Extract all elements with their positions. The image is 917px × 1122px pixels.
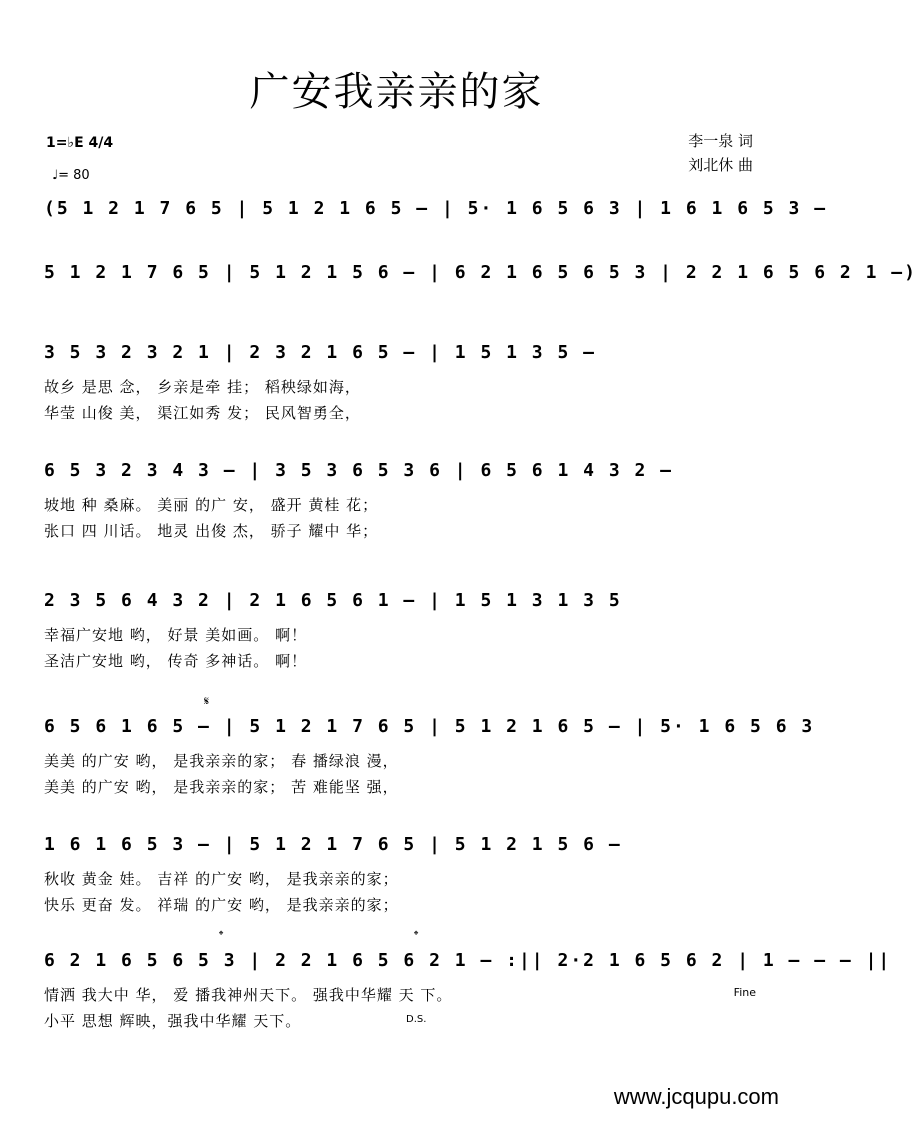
lyric-verse-2: 张口 四 川话。 地灵 出俊 杰， 骄子 耀中 华； xyxy=(44,522,379,540)
lyric-verse-2: 小平 思想 辉映，强我中华耀 天下。 xyxy=(44,1012,302,1030)
segno-icon: 𝄋 xyxy=(204,694,210,708)
lyricist-credit: 李一泉 词 xyxy=(688,132,753,150)
lyric-verse-1: 秋收 黄金 娃。 吉祥 的广安 哟， 是我亲亲的家； xyxy=(44,870,399,888)
notes-row: 6 5 3 2 3 4 3 – | 3 5 3 6 5 3 6 | 6 5 6 1 4 3 2 – xyxy=(44,460,674,481)
lyric-verse-1: 故乡 是思 念， 乡亲是牵 挂； 稻秧绿如海， xyxy=(44,378,361,396)
coda-icon: 𝄌 xyxy=(414,928,419,942)
notes-row: 5 1 2 1 7 6 5 | 5 1 2 1 5 6 – | 6 2 1 6 5 6 5 3 | 2 2 1 6 5 6 2 1 –) xyxy=(44,262,917,283)
coda-icon: 𝄌 xyxy=(219,928,224,942)
fine-marking: Fine xyxy=(733,986,756,999)
lyric-verse-2: 圣洁广安地 哟， 传奇 多神话。 啊！ xyxy=(44,652,308,670)
lyric-verse-1: 幸福广安地 哟， 好景 美如画。 啊！ xyxy=(44,626,308,644)
notes-row: 6 2 1 6 5 6 5 3 | 2 2 1 6 5 6 2 1 – :|| 2·2 1 6 5 6 2 | 1 – – – || xyxy=(44,950,892,971)
lyric-verse-2: 快乐 更奋 发。 祥瑞 的广安 哟， 是我亲亲的家； xyxy=(44,896,399,914)
song-title: 广安我亲亲的家 xyxy=(249,69,544,115)
key-signature: 1=♭E 4/4 xyxy=(46,135,114,151)
lyric-verse-2: 华莹 山俊 美， 渠江如秀 发； 民风智勇全， xyxy=(44,404,361,422)
lyric-verse-1: 情洒 我大中 华， 爱 播我神州天下。 强我中华耀 天 下。 xyxy=(44,986,453,1004)
ds-marking: D.S. xyxy=(406,1014,427,1025)
composer-credit: 刘北休 曲 xyxy=(688,156,753,174)
lyric-verse-2: 美美 的广安 哟， 是我亲亲的家； 苦 难能坚 强， xyxy=(44,778,399,796)
notes-row: 2 3 5 6 4 3 2 | 2 1 6 5 6 1 – | 1 5 1 3 1 3 5 xyxy=(44,590,622,611)
lyric-verse-1: 坡地 种 桑麻。 美丽 的广 安， 盛开 黄桂 花； xyxy=(44,496,379,514)
notes-row: 1 6 1 6 5 3 – | 5 1 2 1 7 6 5 | 5 1 2 1 5 6 – xyxy=(44,834,622,855)
tempo-marking: ♩= 80 xyxy=(52,168,90,183)
notes-row: 6 5 6 1 6 5 – | 5 1 2 1 7 6 5 | 5 1 2 1 6 5 – | 5· 1 6 5 6 3 xyxy=(44,716,815,737)
notes-row: (5 1 2 1 7 6 5 | 5 1 2 1 6 5 – | 5· 1 6 5 6 3 | 1 6 1 6 5 3 – xyxy=(44,198,828,219)
website-watermark: www.jcqupu.com xyxy=(613,1084,779,1109)
notes-row: 3 5 3 2 3 2 1 | 2 3 2 1 6 5 – | 1 5 1 3 5 – xyxy=(44,342,596,363)
lyric-verse-1: 美美 的广安 哟， 是我亲亲的家； 春 播绿浪 漫， xyxy=(44,752,399,770)
